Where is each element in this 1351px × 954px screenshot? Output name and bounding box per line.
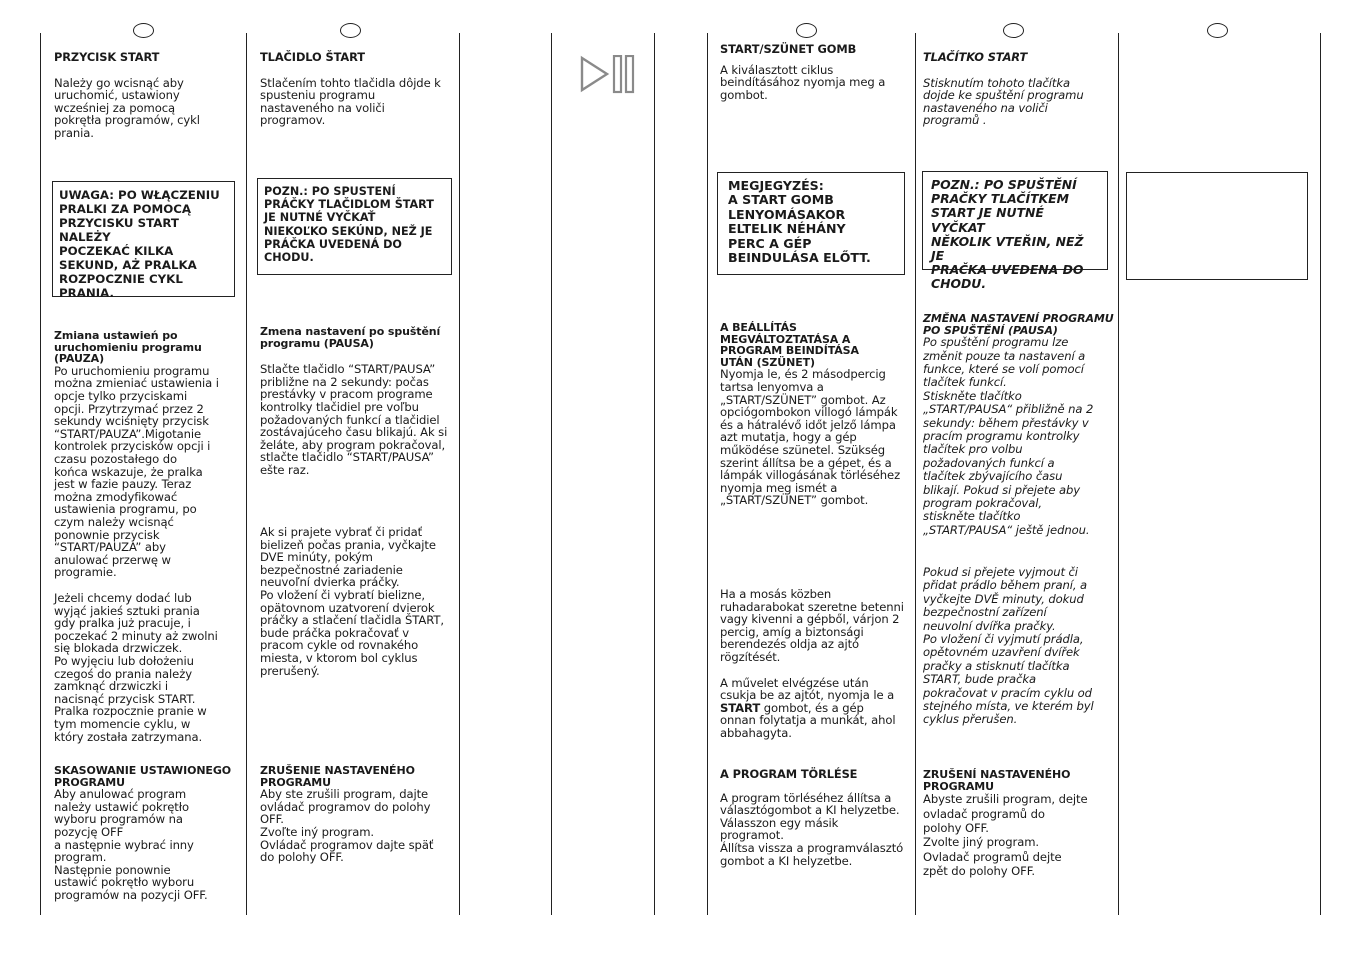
column-rule [459,33,460,915]
column-rule [551,33,552,915]
warning-box: POZN.: PO SPUSTENÍ PRÁČKY TLAČIDLOM ŠTART JE NUTNÉ VYČKAŤ NIEKOĽKO SEKÚND, NEŽ JE PRÁČKA UVEDENÁ DO CHODU. [257,178,452,275]
intro-text: Należy go wcisnąć aby uruchomić, ustawiony wcześniej za pomocą pokrętła programów, cykl prania. [54,75,200,140]
subsection-title: ZMĚNA NASTAVENÍ PROGRAMU PO SPUŠTĚNÍ (PAUSA) [923,312,1114,337]
subsection-title: A BEÁLLÍTÁS MEGVÁLTOZTATÁSA A PROGRAM BEINDÍTÁSA UTÁN (SZÜNET) [720,321,859,369]
start-label: START [720,700,761,715]
body-text: Po uruchomieniu programu można zmieniać ustawienia i opcje tylko przyciskami opcji. Przytrzymać przez 2 sekundy wciśnięty przycisk “START/PAUZA”.Migotanie kontrolek przycisków opcji i czasu pozostałego do końca wskazuje, że pralka jest w fazie pauzy. Teraz można zmodyfikować ustawienia programu, po czym należy wcisnąć ponownie przycisk “START/PAUZA” aby anulować przerwę w programie. [54,363,219,580]
column-czech-cancel [923,769,1115,879]
warning-box: UWAGA: PO WŁĄCZENIU PRALKI ZA POMOCĄ PRZYCISKU START NALEŻY POCZEKAĆ KILKA SEKUND, AŻ PRALKA ROZPOCZNIE CYKL PRANIA. [52,181,235,297]
column-czech-laundry [923,566,1117,727]
body-text: Pokud si přejete vyjmout či přidat prádlo během praní, a vyčkejte DVĚ minuty, dokud bezpečnostní zařízení neuvolní dvířka pračky. Po vložení či vyjmutí prádla, opětovném uzavření dvířek pračky a stisknutí tlačítka START, bude pračka pokračovat v pracím cyklu od stejného místa, ve kterém byl cyklus přerušen. [923,565,1094,727]
subsection-title: ZRUŠENIE NASTAVENÉHO PROGRAMU [260,764,415,789]
column-hungarian-lower [720,322,910,507]
column-hungarian [720,43,910,101]
column-slovak-cancel [260,765,454,864]
subsection-title: Zmiana ustawień po uruchomieniu programu (PAUZA) [54,329,202,366]
body-text: gombot, és a gép onnan folytatja a munkát, ahol abbahagyta. [720,700,896,740]
language-oval [340,23,361,38]
language-oval [1003,23,1024,38]
body-text: Ak si prajete vybrať či pridať bielizeň počas prania, vyčkajte DVE minúty, pokým bezpečnostné zariadenie neuvoľní dvierka práčky. Po vložení či vybratí bielizne, opätovnom uzatvorení dvierok práčky a stlačení tlačidla ŠTART, bude práčka pokračovať v pracom cykle od rovnakého miesta, v ktorom bol cyklus prerušený. [260,525,444,678]
language-oval [133,23,154,38]
subsection-title: Zmena nastavení po spuštění programu (PAUSA) [260,325,441,350]
column-czech-lower [923,313,1117,537]
intro-text: A kiválasztott ciklus beindításához nyomja meg a gombot. [720,62,886,102]
warning-box: POZN.: PO SPUŠTĚNÍ PRAČKY TLAČÍTKEM START JE NUTNÉ VYČKAT NĚKOLIK VTEŘIN, NEŽ JE PRAČKA UVEDENA DO CHODU. [922,171,1108,270]
section-title: START/SZÜNET GOMB [720,42,857,56]
column-polish-lower [54,330,240,579]
column-hungarian-laundry [720,588,910,740]
column-rule [1118,33,1119,915]
subsection-title: ZRUŠENÍ NASTAVENÉHO PROGRAMU [923,768,1071,793]
body-text: Jeżeli chcemy dodać lub wyjąć jakieś sztuki prania gdy pralka już pracuje, i poczekać 2 minuty aż zwolni się blokada drzwiczek. Po wyjęciu lub dołożeniu czegoś do prania należy zamknąć drzwiczki i nacisnąć przycisk START. Pralka rozpocznie pranie w tym momencie cyklu, w który została zatrzymana. [54,591,218,744]
language-oval [1207,23,1228,38]
column-rule [654,33,655,915]
empty-note-box [1126,172,1308,280]
column-rule [915,33,916,915]
body-text: Aby anulować program należy ustawić pokrętło wyboru programów na pozycję OFF a następnie wybrać inny program. Następnie ponownie ustawić pokrętło wyboru programów na pozycji OFF. [54,787,208,902]
column-slovak [260,51,452,127]
column-rule [1320,33,1321,915]
body-text: A program törléséhez állítsa a választógombot a KI helyzetbe. Válasszon egy másik programot. Állítsa vissza a programválasztó gombot a KI helyzetbe. [720,790,904,868]
subsection-title: SKASOWANIE USTAWIONEGO PROGRAMU [54,764,232,789]
start-pause-icon [579,55,639,95]
body-text: Stlačte tlačidlo “START/PAUSA” približne na 2 sekundy: počas prestávky v pracom programe kontrolky tlačidiel pre voľbu požadovaných funkcí a tlačidiel zostávajúceho času blikajú. Ak si želáte, aby program pokračoval, stlačte tlačidlo “START/PAUSA” ešte raz. [260,362,448,477]
column-rule [246,33,247,915]
column-czech [923,51,1115,127]
column-hungarian-cancel [720,768,910,867]
column-polish [54,51,240,140]
column-rule [40,33,41,915]
section-title: TLAČIDLO ŠTART [260,50,365,64]
body-text: Ha a mosás közben ruhadarabokat szeretne betenni vagy kivenni a gépből, várjon 2 percig, amíg a biztonsági berendezés oldja az ajtó rögzítését. [720,587,904,664]
column-polish-cancel [54,765,240,902]
body-text: Nyomja le, és 2 másodpercig tartsa lenyomva a „START/SZÜNET” gombot. Az opciógombokon villogó lámpák és a hátralévő időt jelző lámpa azt mutatja, hogy a gép működése szünetel. Szükség szerint állítsa be a gépet, és a lámpák villogásának törléséhez nyomja meg ismét a „START/SZÜNET” gombot. [720,367,901,508]
language-oval [796,23,817,38]
column-slovak-lower [260,326,454,477]
section-title: PRZYCISK START [54,50,160,64]
intro-text: Stisknutím tohoto tlačítka dojde ke spuštění programu nastaveného na voliči programů . [923,75,1084,128]
section-title: TLAČÍTKO START [923,50,1028,64]
column-slovak-laundry [260,526,454,677]
warning-box: MEGJEGYZÉS: A START GOMB LENYOMÁSAKOR ELTELIK NÉHÁNY PERC A GÉP BEINDULÁSA ELŐTT. [717,172,905,275]
body-text: Po spuštění programu lze změnit pouze ta nastavení a funkce, které se volí pomocí tlačítek funkcí. Stiskněte tlačítko „START/PAUSA“ přibližně na 2 sekundy: během přestávky v pracím programu kontrolky tlačítek pro volbu požadovaných funkcí a tlačítek zbývajícího času blikají. Pokud si přejete aby program pokračoval, stiskněte tlačítko „START/PAUSA“ ještě jednou. [923,335,1094,537]
subsection-title: A PROGRAM TÖRLÉSE [720,767,858,781]
body-text: Aby ste zrušili program, dajte ovládač programov do polohy OFF. Zvoľte iný program. Ovládač programov dajte späť do polohy OFF. [260,787,434,865]
column-rule [707,33,708,915]
intro-text: Stlačením tohto tlačidla dôjde k spusteniu programu nastaveného na voliči programov. [260,75,441,128]
column-polish-laundry [54,592,240,743]
body-text: Abyste zrušili program, dejte ovladač programů do polohy OFF. Zvolte jiný program. Ovladač programů dejte zpět do polohy OFF. [923,792,1088,879]
body-text: A művelet elvégzése után csukja be az ajtót, nyomja le a [720,675,895,703]
